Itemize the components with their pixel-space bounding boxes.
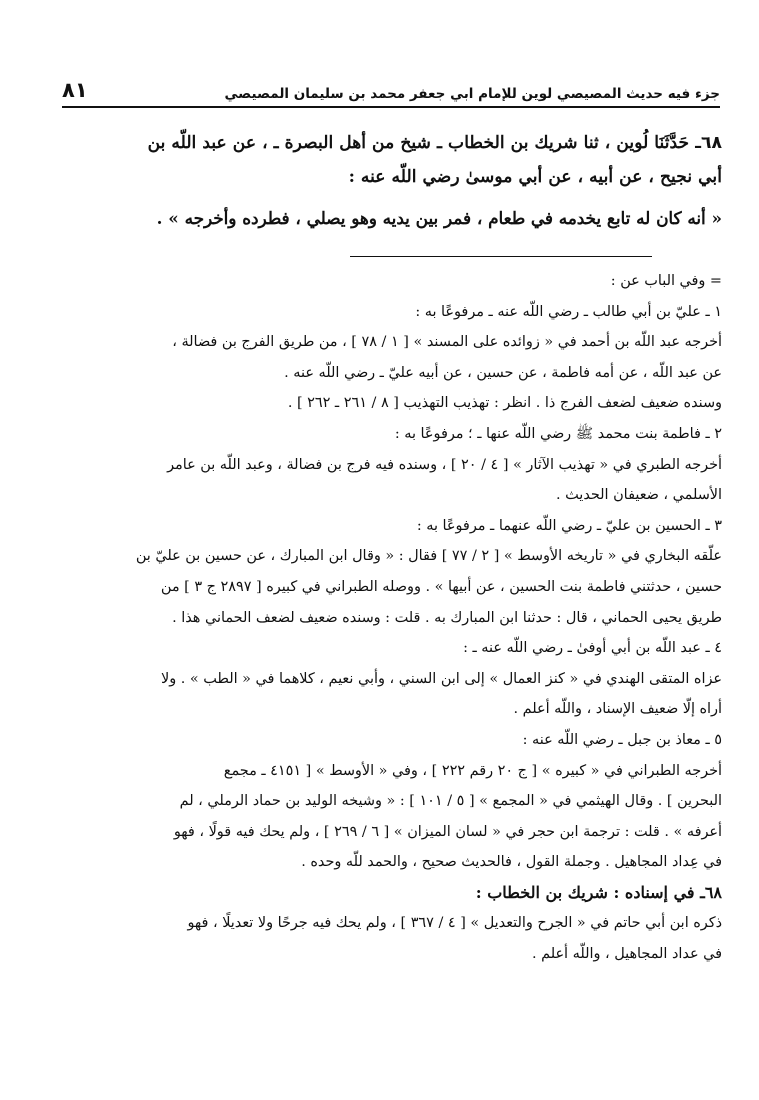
- note-line: علّقه البخاري في « تاريخه الأوسط » [ ٢ / ٧٧ ] فقال : « وقال ابن المبارك ، عن حسين بن عليّ بن: [135, 548, 722, 565]
- note-line: حسين ، حدثتني فاطمة بنت الحسين ، عن أبيها » . ووصله الطبراني في كبيره [ ٢٨٩٧ ج ٣ ] من: [160, 578, 722, 595]
- hadith-number: ٦٨ـ: [695, 133, 722, 153]
- note-line: الأسلمي ، ضعيفان الحديث .: [556, 487, 722, 504]
- hadith-quote: « أنه كان له تابع يخدمه في طعام ، فمر بين يديه وهو يصلي ، فطرده وأخرجه » .: [156, 208, 722, 228]
- note-line: البحرين ] . وقال الهيثمي في « المجمع » [ ٥ / ١٠١ ] : « وشيخه الوليد بن حماد الرملي ، لم: [179, 793, 722, 810]
- note-line: أخرجه الطبري في « تهذيب الآثار » [ ٤ / ٢٠ ] ، وسنده فيه فرج بن فضالة ، وعبد اللّه بن عامر: [167, 456, 722, 473]
- note-line: = وفي الباب عن :: [610, 273, 722, 289]
- hadith-line-2: أبي نجيح ، عن أبيه ، عن أبي موسىٰ رضي اللّه عنه :: [348, 167, 722, 187]
- header-title: جزء فيه حديث المصيصي لوين للإمام ابي جعفر محمد بن سليمان المصيصي: [224, 86, 720, 102]
- page-number: ٨١: [62, 78, 88, 102]
- footnotes: [62, 266, 722, 970]
- note-line: ٤ ـ عبد اللّه بن أبي أوفىٰ ـ رضي اللّه عنه ـ :: [463, 640, 722, 657]
- footnote-separator: [350, 256, 652, 257]
- note-line: وسنده ضعيف لضعف الفرج ذا . انظر : تهذيب التهذيب [ ٨ / ٢٦١ ـ ٢٦٢ ] .: [287, 395, 722, 412]
- note-line: ٢ ـ فاطمة بنت محمد ﷺ رضي اللّه عنها ـ ؛ مرفوعًا به :: [394, 425, 722, 442]
- isnad-line: ذكره ابن أبي حاتم في « الجرح والتعديل » [ ٤ / ٣٦٧ ] ، ولم يحك فيه جرحًا ولا تعديلًا ، فهو: [187, 915, 722, 932]
- note-line: ١ ـ عليّ بن أبي طالب ـ رضي اللّه عنه ـ مرفوعًا به :: [415, 303, 722, 320]
- note-line: أخرجه عبد اللّه بن أحمد في « زوائده على المسند » [ ١ / ٧٨ ] ، من طريق الفرج بن فضالة ،: [172, 334, 722, 351]
- note-line: ٣ ـ الحسين بن عليّ ـ رضي اللّه عنهما ـ مرفوعًا به :: [416, 517, 722, 534]
- note-line: عن عبد اللّه ، عن أمه فاطمة ، عن حسين ، عن أبيه عليّ ـ رضي اللّه عنه .: [284, 364, 722, 381]
- isnad-heading: ٦٨ـ في إسناده : شريك بن الخطاب :: [475, 882, 722, 902]
- hadith-text: [62, 126, 722, 235]
- note-line: في عِداد المجاهيل . وجملة القول ، فالحديث صحيح ، والحمد للّه وحده .: [301, 854, 722, 871]
- note-line: ٥ ـ معاذ بن جبل ـ رضي اللّه عنه :: [522, 731, 722, 748]
- note-line: أراه إلّا ضعيف الإسناد ، واللّه أعلم .: [513, 701, 722, 718]
- note-line: طريق يحيى الحماني ، قال : حدثنا ابن المبارك به . قلت : وسنده ضعيف لضعف الحماني هذا .: [172, 609, 722, 626]
- running-header: [62, 76, 720, 108]
- note-line: أخرجه الطبراني في « كبيره » [ ج ٢٠ رقم ٢٢٢ ] ، وفي « الأوسط » [ ٤١٥١ ـ مجمع: [223, 762, 722, 779]
- note-line: أعرفه » . قلت : ترجمة ابن حجر في « لسان الميزان » [ ٦ / ٢٦٩ ] ، ولم يحك فيه قولًا ، فهو: [173, 823, 722, 840]
- note-line: عزاه المتقى الهندي في « كنز العمال » إلى ابن السني ، وأبي نعيم ، كلاهما في « الطب » . ولا: [161, 670, 722, 687]
- hadith-line: [62, 126, 722, 160]
- isnad-line: في عداد المجاهيل ، واللّه أعلم .: [531, 946, 722, 963]
- hadith-line-1: حَدَّثَنَا لُوين ، ثنا شريك بن الخطاب ـ شيخ من أهل البصرة ـ ، عن عبد اللّه بن: [147, 133, 690, 153]
